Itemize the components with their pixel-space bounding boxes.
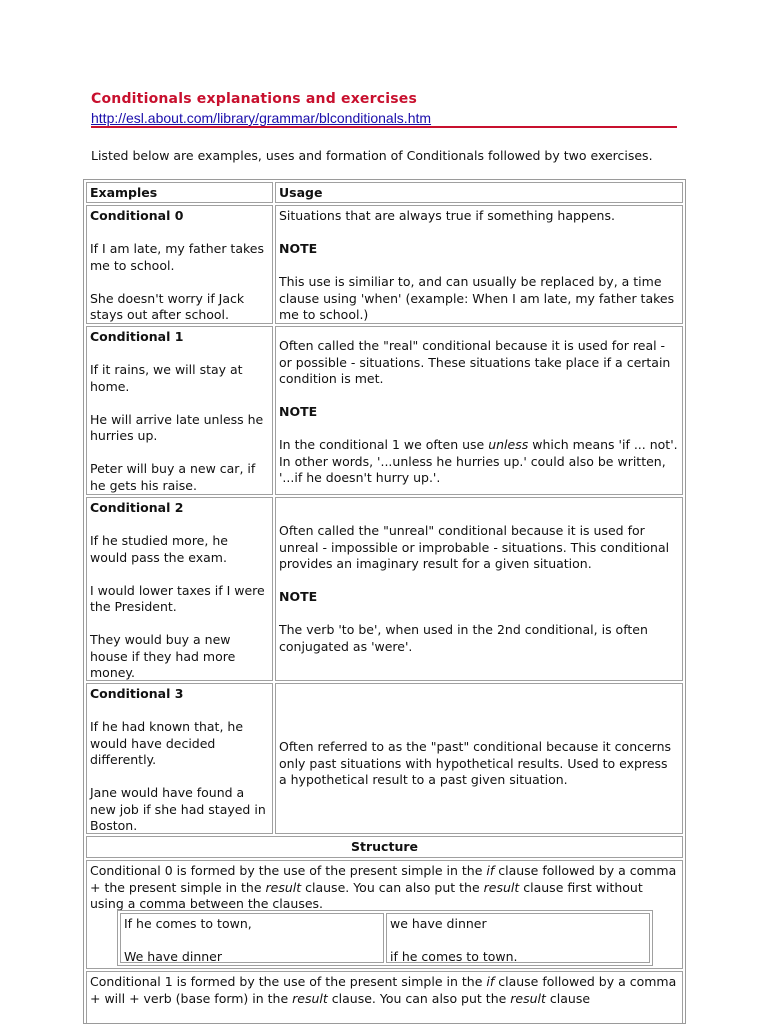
- source-link[interactable]: http://esl.about.com/library/grammar/blconditionals.htm: [91, 110, 432, 126]
- c2-examples-cell: [86, 497, 273, 681]
- c0-example-2: She doesn't worry if Jack stays out after school.: [90, 290, 245, 322]
- c1-usage-1: Often called the "real" conditional because it is used for real - or possible - situations. These situations take place if a certain condition is met.: [279, 338, 671, 386]
- c1-usage-2: In the conditional 1 we often use unless which means 'if ... not'. In other words, '...unless he hurries up.' could also be written, '...if he doesn't hurry up.'.: [279, 437, 678, 485]
- c1-example-1: If it rains, we will stay at home.: [90, 362, 243, 394]
- c3-heading: Conditional 3: [90, 686, 184, 701]
- c2-usage-cell: [275, 497, 683, 681]
- c1-note: NOTE: [279, 404, 318, 419]
- c3-examples-cell: [86, 683, 273, 834]
- c0-example-1: If I am late, my father takes me to school.: [90, 241, 264, 273]
- c2-example-1: If he studied more, he would pass the exam.: [90, 533, 228, 565]
- c2-heading: Conditional 2: [90, 500, 184, 515]
- structure-c0-text: Conditional 0 is formed by the use of the present simple in the if clause followed by a comma + the present simple in the result clause. You can also put the result clause first without using a comma between the clauses.: [90, 863, 677, 911]
- c1-usage-cell: [275, 326, 683, 495]
- title-underline: [91, 126, 677, 128]
- structure-c0-col2: [386, 913, 650, 963]
- structure-c0-r2c1: We have dinner: [124, 949, 223, 964]
- page-title: Conditionals explanations and exercises: [91, 91, 417, 107]
- structure-c1-text: Conditional 1 is formed by the use of the present simple in the if clause followed by a comma + will + verb (base form) in the result clause. You can also put the result clause: [90, 974, 677, 1006]
- c0-usage-2: This use is similiar to, and can usually be replaced by, a time clause using 'when' (example: When I am late, my father takes me to school.): [279, 274, 675, 322]
- structure-c0-example-table: [117, 910, 653, 966]
- c3-example-2: Jane would have found a new job if she had stayed in Boston.: [90, 785, 266, 833]
- structure-c0-col1: [120, 913, 384, 963]
- structure-c0-r1c1: If he comes to town,: [124, 916, 252, 931]
- c3-usage-cell: [275, 683, 683, 834]
- structure-c1-cell: [86, 971, 683, 1024]
- c0-usage-1: Situations that are always true if something happens.: [279, 208, 615, 223]
- intro-text: Listed below are examples, uses and formation of Conditionals followed by two exercises.: [91, 148, 653, 163]
- c1-examples-cell: [86, 326, 273, 495]
- c0-usage-cell: [275, 205, 683, 324]
- c0-heading: Conditional 0: [90, 208, 184, 223]
- c0-examples-cell: [86, 205, 273, 324]
- c1-example-3: Peter will buy a new car, if he gets his raise.: [90, 461, 256, 493]
- c1-example-2: He will arrive late unless he hurries up.: [90, 411, 264, 443]
- c3-usage-1: Often referred to as the "past" conditional because it concerns only past situations with hypothetical results. Used to express a hypothetical result to a past given situation.: [279, 739, 672, 787]
- c2-example-2: I would lower taxes if I were the President.: [90, 582, 265, 614]
- c2-example-3: They would buy a new house if they had more money.: [90, 632, 236, 680]
- c2-usage-2: The verb 'to be', when used in the 2nd conditional, is often conjugated as 'were'.: [279, 622, 648, 654]
- header-examples: Examples: [86, 182, 273, 203]
- conditionals-table: [83, 179, 686, 1024]
- structure-c0-r1c2: we have dinner: [390, 916, 487, 931]
- structure-c0-r2c2: if he comes to town.: [390, 949, 518, 964]
- c3-example-1: If he had known that, he would have decided differently.: [90, 719, 244, 767]
- c0-note: NOTE: [279, 241, 318, 256]
- c2-note: NOTE: [279, 589, 318, 604]
- c2-usage-1: Often called the "unreal" conditional because it is used for unreal - impossible or improbable - situations. This conditional provides an imaginary result for a given situation.: [279, 523, 670, 571]
- structure-heading: Structure: [86, 836, 683, 858]
- structure-c0-cell: [86, 860, 683, 969]
- c1-heading: Conditional 1: [90, 329, 184, 344]
- header-usage: Usage: [275, 182, 683, 203]
